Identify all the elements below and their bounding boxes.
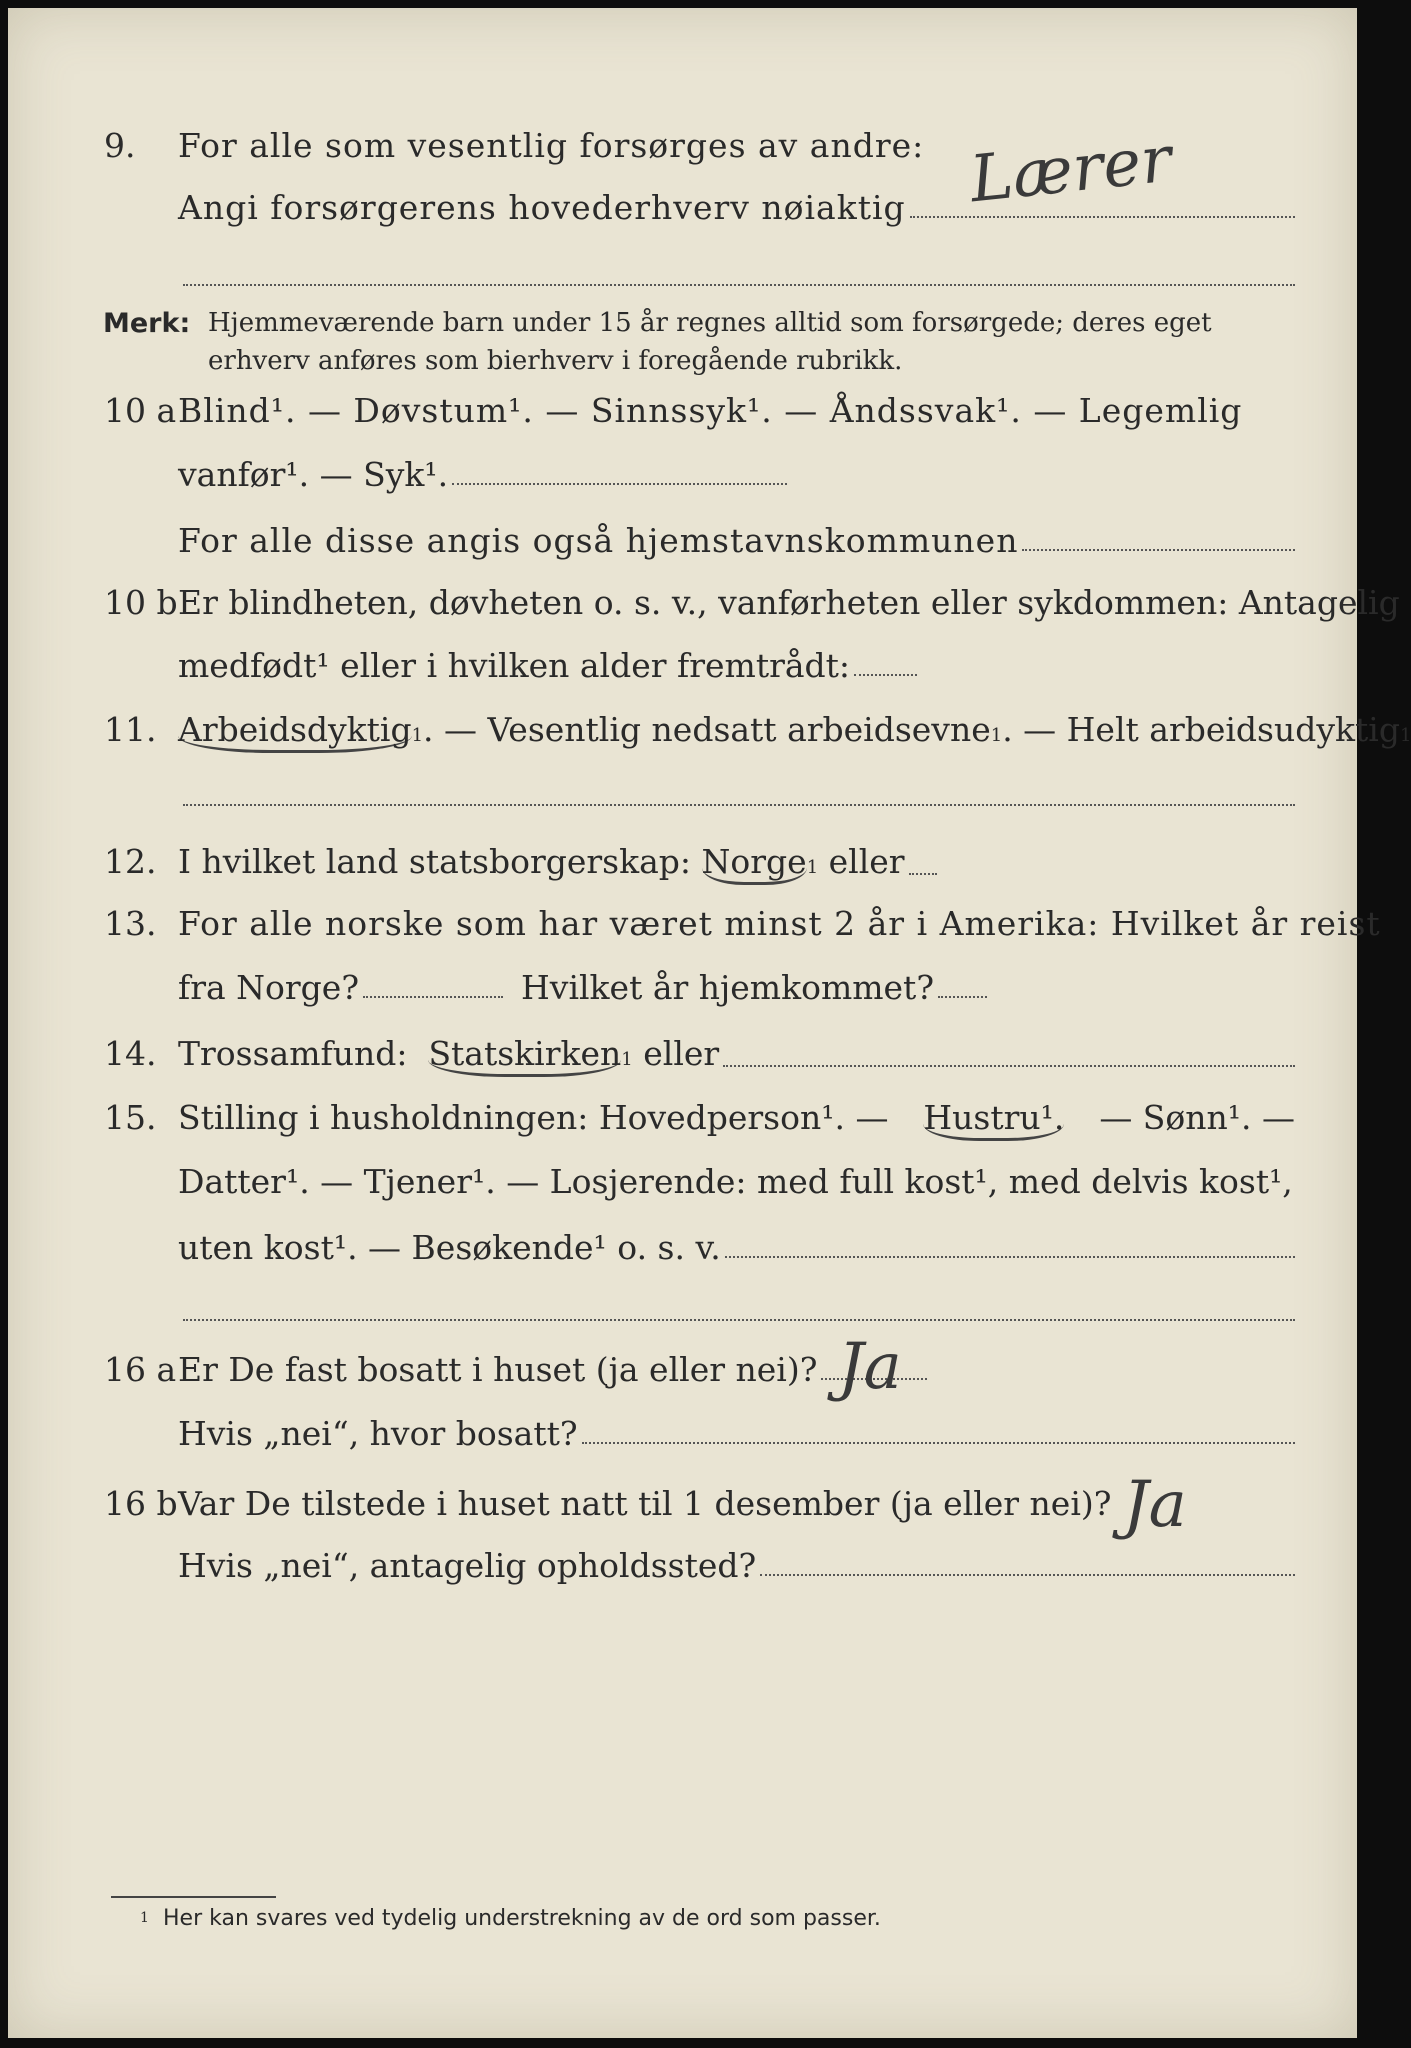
question-text: vanfør¹. — Syk¹. [178,455,449,494]
question-text: For alle disse angis også hjemstavnskommunen [178,521,1019,560]
answer-line[interactable] [183,1318,1295,1321]
question-text: uten kost¹. — Besøkende¹ o. s. v. [178,1228,721,1267]
question-text: fra Norge? [178,968,360,1007]
handwritten-answer: Ja [838,1330,902,1404]
question-text: Var De tilstede i huset natt til 1 desember (ja eller nei)? [178,1484,1112,1523]
answer-line[interactable] [363,995,503,998]
answer-line[interactable] [909,872,937,875]
option-norge[interactable]: Norge [702,842,807,885]
handwritten-answer: Ja [1123,1468,1187,1542]
answer-line[interactable] [183,803,1295,806]
note-text: Hjemmeværende barn under 15 år regnes alltid som forsørgede; deres eget erhverv anføres som bierhverv i foregående rubrikk. [208,308,1212,376]
question-number: 16 a [104,1350,177,1389]
question-number: 9. [104,126,136,165]
option-nedsatt[interactable]: . — Vesentlig nedsatt arbeidsevne [423,710,991,749]
option-hustru[interactable]: Hustru¹. [923,1098,1064,1141]
census-form-page: 9. For alle som vesentlig forsørges av andre: Angi forsørgerens hovederhverv nøiaktig Lærer Merk: Hjemmeværende barn under 15 år regnes alltid som forsørgede; deres eget erhverv anføres som bierhverv i foregående rubrikk. 10 a Blind¹. — Døvstum¹. — Sinnssyk¹. — Åndssvak¹. — Legemlig vanfør¹. — Syk¹. For alle disse angis også hjemstavnskommunen 10 b Er blindheten, døvheten o. s. v., vanførheten eller sykdommen: Antagelig medfødt¹ eller i hvilken alder fremtrådt: 11. Arbeidsdyktig 1 . — Vesentlig nedsatt arbeidsevne 1 . — Helt arbeidsudyktig 1 12. I hvilket land statsborgerskap: Norge 1 eller 13. For alle norske som har været minst 2 år i Amerika: Hvilket år reist fra Norge? Hvilket år hjemkommet? 14. Trossamfund: Statskirken 1 eller 15. Stilling i husholdningen: Hovedperson¹. — Hustru¹. — Sønn¹. — Datter¹. — Tjener¹. — Losjerende: med full kost¹, med delvis kost¹, uten kost¹. — Besøkende¹ o. s. v. 16 a Er De fast bosatt i huset (ja eller nei)? Ja Hvis „nei“, hvor bosatt? 16 b Var De tilstede i huset natt til 1 desember (ja eller nei)? Ja Hvis „nei“, antagelig opholdssted? 1 Her kan svares ved tydelig understrekning av de ord som passer. [8,8,1357,2038]
question-text: Er blindheten, døvheten o. s. v., vanførheten eller sykdommen: Antagelig [178,583,1400,622]
answer-line[interactable] [725,1255,1295,1258]
question-text: Hvilket år hjemkommet? [521,968,935,1007]
note-label: Merk: [103,308,191,339]
question-text: I hvilket land statsborgerskap: [178,842,692,881]
question-number: 16 b [104,1484,178,1523]
question-text: Blind¹. — Døvstum¹. — Sinnssyk¹. — Åndssvak¹. — Legemlig [178,391,1243,430]
question-text: Hvis „nei“, hvor bosatt? [178,1414,578,1453]
question-number: 10 b [104,583,178,622]
question-text: — Sønn¹. — [1099,1098,1295,1137]
option-arbeidsdyktig[interactable]: Arbeidsdyktig [178,710,412,753]
question-text: For alle norske som har været minst 2 år i Amerika: Hvilket år reist [178,904,1381,943]
question-text: eller [643,1034,720,1073]
question-number: 14. [104,1034,157,1073]
question-text: Hvis „nei“, antagelig opholdssted? [178,1546,757,1585]
question-text: For alle som vesentlig forsørges av andre: [178,126,925,165]
answer-line[interactable] [582,1441,1295,1444]
question-text: eller [828,842,905,881]
answer-line[interactable] [452,482,787,485]
question-text: Angi forsørgerens hovederhverv nøiaktig [178,188,906,227]
option-udyktig[interactable]: . — Helt arbeidsudyktig [1002,710,1400,749]
footnote-rule [111,1896,276,1898]
question-text: Stilling i husholdningen: Hovedperson¹. — [178,1098,889,1137]
question-number: 11. [104,710,157,749]
question-text: Trossamfund: [178,1034,408,1073]
footnote-text: Her kan svares ved tydelig understrekning av de ord som passer. [163,1906,881,1931]
answer-line[interactable] [854,673,917,676]
question-number: 15. [104,1098,157,1137]
question-number: 13. [104,904,157,943]
option-statskirken[interactable]: Statskirken [428,1034,621,1077]
question-number: 12. [104,842,157,881]
question-number: 10 a [104,391,177,430]
answer-line[interactable] [723,1064,1295,1067]
question-text: Er De fast bosatt i huset (ja eller nei)? [178,1350,818,1389]
footnote-mark: 1 [140,1910,149,1926]
answer-line[interactable] [938,995,987,998]
answer-line[interactable] [760,1573,1295,1576]
answer-line[interactable] [1022,548,1295,551]
question-text: medfødt¹ eller i hvilken alder fremtrådt: [178,646,851,685]
answer-line[interactable] [910,215,1295,218]
question-text: Datter¹. — Tjener¹. — Losjerende: med full kost¹, med delvis kost¹, [178,1162,1293,1201]
handwritten-answer: Lærer [966,122,1176,218]
answer-line[interactable] [183,283,1295,286]
